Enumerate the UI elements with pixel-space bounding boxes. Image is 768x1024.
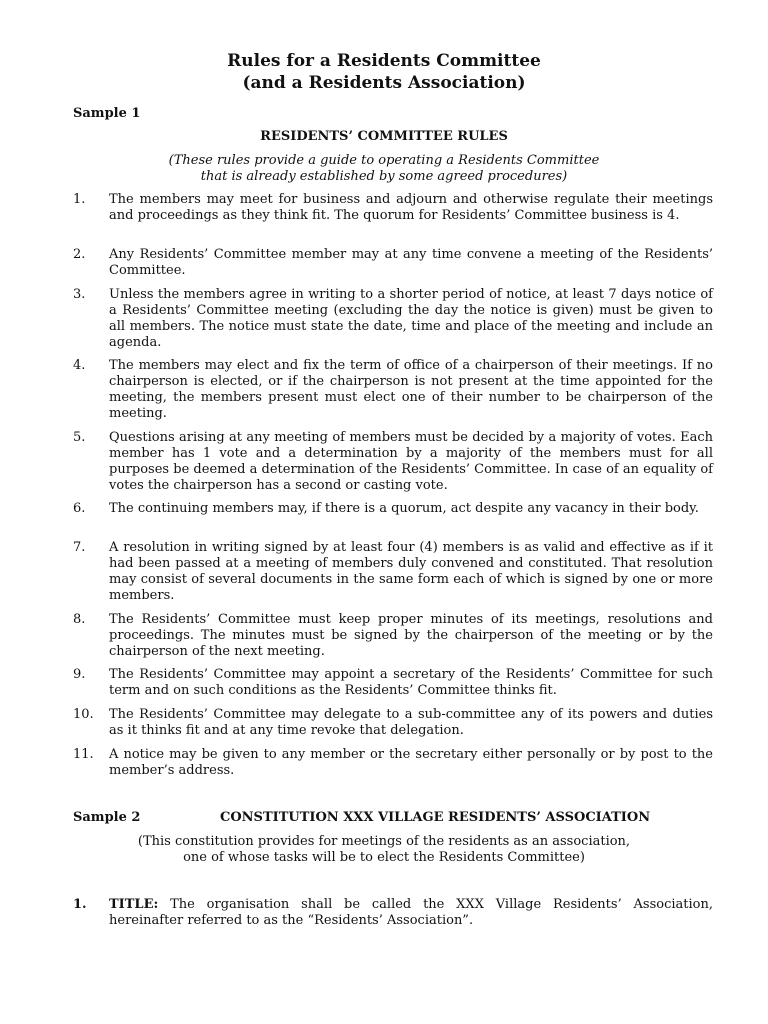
rule-number: 10. <box>73 707 94 722</box>
sample1-heading: RESIDENTS’ COMMITTEE RULES <box>260 129 508 144</box>
rule-number: 3. <box>73 287 86 302</box>
constitution-item-text: The organisation shall be called the XXX Village Residents’ Association, hereinafter referred to as the “Residents’ Association”. <box>109 897 713 928</box>
rule-text: Unless the members agree in writing to a shorter period of notice, at least 7 days notice of a Residents’ Committee meeting (excluding the day the notice is given) must be given to all members. The notice must state the date, time and place of the meeting and include an agenda. <box>109 287 713 350</box>
sample2-note-line1: (This constitution provides for meetings of the residents as an association, <box>137 834 631 849</box>
rule-text: A resolution in writing signed by at least four (4) members is as valid and effective as if it had been passed at a meeting of members duly convened and constituted. That resolution may consist of several documents in the same form each of which is signed by one or more members. <box>109 540 713 603</box>
constitution-item-number: 1. <box>73 897 87 912</box>
rule-text: Any Residents’ Committee member may at any time convene a meeting of the Residents’ Committee. <box>109 247 713 278</box>
rule-text: The members may elect and fix the term of office of a chairperson of their meetings. If no chairperson is elected, or if the chairperson is not present at the time appointed for the meeting, the members present must elect one of their number to be chairperson of the meeting. <box>109 358 713 421</box>
rule-number: 1. <box>73 192 86 207</box>
sample1-note-line1: (These rules provide a guide to operating a Residents Committee <box>168 153 600 168</box>
rule-text: Questions arising at any meeting of members must be decided by a majority of votes. Each member has 1 vote and a determination by a majority of the members must for all purposes be deemed a determination of the Residents’ Committee. In case of an equality of votes the chairperson has a second or casting vote. <box>109 430 713 493</box>
rule-text: The continuing members may, if there is a quorum, act despite any vacancy in their body. <box>109 501 699 516</box>
document-title-line2: (and a Residents Association) <box>242 73 526 93</box>
rule-text: The Residents’ Committee may delegate to a sub-committee any of its powers and duties as it thinks fit and at any time revoke that delegation. <box>109 707 713 738</box>
rule-number: 9. <box>73 667 86 682</box>
rule-text: The Residents’ Committee must keep proper minutes of its meetings, resolutions and proceedings. The minutes must be signed by the chairperson of the meeting or by the chairperson of the next meeting. <box>109 612 713 659</box>
rule-item <box>73 707 713 739</box>
rule-text: The members may meet for business and adjourn and otherwise regulate their meetings and proceedings as they think fit. The quorum for Residents’ Committee business is 4. <box>109 192 713 223</box>
rule-text: A notice may be given to any member or the secretary either personally or by post to the member’s address. <box>109 747 713 778</box>
rule-item <box>73 667 713 699</box>
rule-item <box>73 747 713 779</box>
rule-item <box>73 358 713 422</box>
sample1-note-line2: that is already established by some agreed procedures) <box>200 169 568 184</box>
rule-text: The Residents’ Committee may appoint a secretary of the Residents’ Committee for such term and on such conditions as the Residents’ Committee thinks fit. <box>109 667 713 698</box>
sample1-label: Sample 1 <box>73 106 141 121</box>
sample2-label: Sample 2 <box>73 810 141 825</box>
sample2-heading: CONSTITUTION XXX VILLAGE RESIDENTS’ ASSOCIATION <box>220 810 651 825</box>
rule-number: 5. <box>73 430 86 445</box>
sample2-note-line2: one of whose tasks will be to elect the Residents Committee) <box>183 850 585 865</box>
rule-number: 8. <box>73 612 86 627</box>
rule-number: 11. <box>73 747 94 762</box>
constitution-item <box>73 897 713 929</box>
rule-item <box>73 540 713 604</box>
rule-item <box>73 430 713 494</box>
constitution-item-label: TITLE: <box>109 897 159 912</box>
rule-item <box>73 612 713 660</box>
rule-number: 7. <box>73 540 86 555</box>
document-title-line1: Rules for a Residents Committee <box>227 51 541 71</box>
rule-item <box>73 287 713 351</box>
rule-number: 4. <box>73 358 86 373</box>
rule-number: 2. <box>73 247 86 262</box>
rule-item <box>73 192 713 224</box>
rule-item <box>73 501 713 517</box>
rule-number: 6. <box>73 501 86 516</box>
rule-item <box>73 247 713 279</box>
